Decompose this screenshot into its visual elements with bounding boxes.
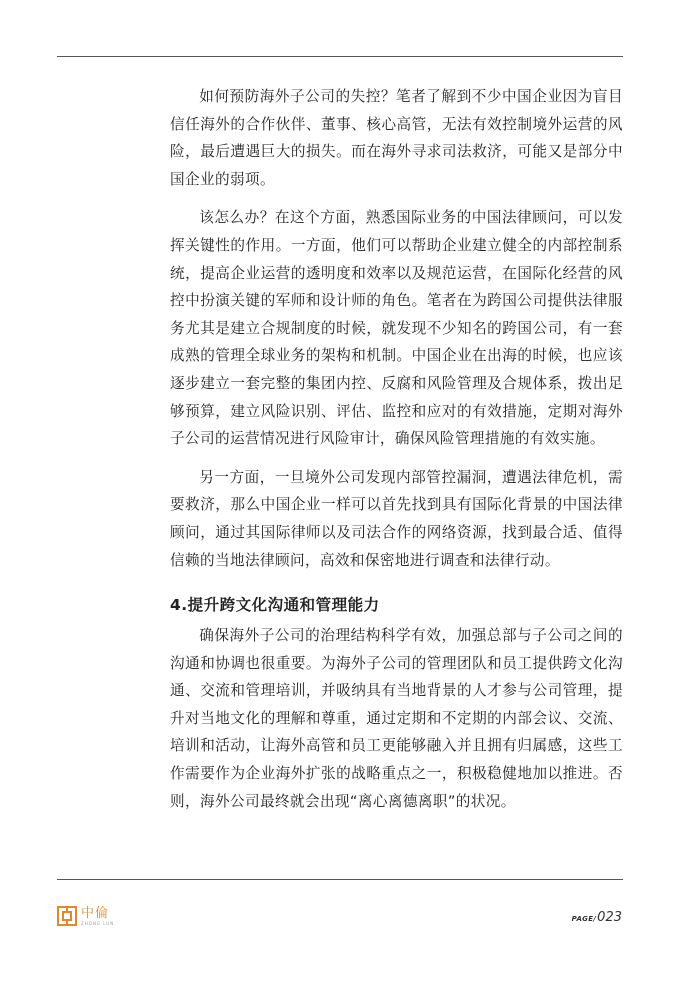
bottom-divider	[57, 879, 623, 880]
section-heading: 4.提升跨文化沟通和管理能力	[170, 596, 380, 615]
paragraph: 如何预防海外子公司的失控？笔者了解到不少中国企业因为盲目信任海外的合作伙伴、董事、核心高管，无法有效控制境外运营的风险，最后遭遇巨大的损失。而在海外寻求司法救济，可能又是部分中国企业的弱项。	[170, 88, 623, 188]
company-logo	[57, 905, 114, 927]
article-body	[170, 83, 623, 826]
page-label: PAGE/	[571, 915, 597, 923]
zhonglun-logo-icon	[57, 906, 77, 926]
paragraph: 另一方面，一旦境外公司发现内部管控漏洞，遭遇法律危机，需要救济，那么中国企业一样可以首先找到具有国际化背景的中国法律顾问，通过其国际律师以及司法合作的网络资源，找到最合适、值得信赖的当地法律顾问，高效和保密地进行调查和法律行动。	[170, 468, 623, 569]
page-value: 023	[597, 910, 622, 925]
logo-wordmark: 中倫	[81, 905, 110, 921]
page-number	[572, 910, 622, 925]
logo-subtext: ZHONG LUN	[81, 920, 115, 926]
paragraph: 该怎么办？在这个方面，熟悉国际业务的中国法律顾问，可以发挥关键性的作用。一方面，他们可以帮助企业建立健全的内部控制系统，提高企业运营的透明度和效率以及规范运营，在国际化经营的风控中扮演关键的军师和设计师的角色。笔者在为跨国公司提供法律服务尤其是建立合规制度的时候，就发现不少知名的跨国公司，有一套成熟的管理全球业务的架构和机制。中国企业在出海的时候，也应该逐步建立一套完整的集团内控、反腐和风险管理及合规体系，拨出足够预算，建立风险识别、评估、监控和应对的有效措施，定期对海外子公司的运营情况进行风险审计，确保风险管理措施的有效实施。	[170, 209, 623, 448]
top-divider	[57, 56, 623, 57]
paragraph: 确保海外子公司的治理结构科学有效，加强总部与子公司之间的沟通和协调也很重要。为海外子公司的管理团队和员工提供跨文化沟通、交流和管理培训，并吸纳具有当地背景的人才参与公司管理，提升对当地文化的理解和尊重，通过定期和不定期的内部会议、交流、培训和活动，让海外高管和员工更能够融入并且拥有归属感，这些工作需要作为企业海外扩张的战略重点之一，积极稳健地加以推进。否则，海外公司最终就会出现“离心离德离职”的状况。	[170, 627, 623, 810]
